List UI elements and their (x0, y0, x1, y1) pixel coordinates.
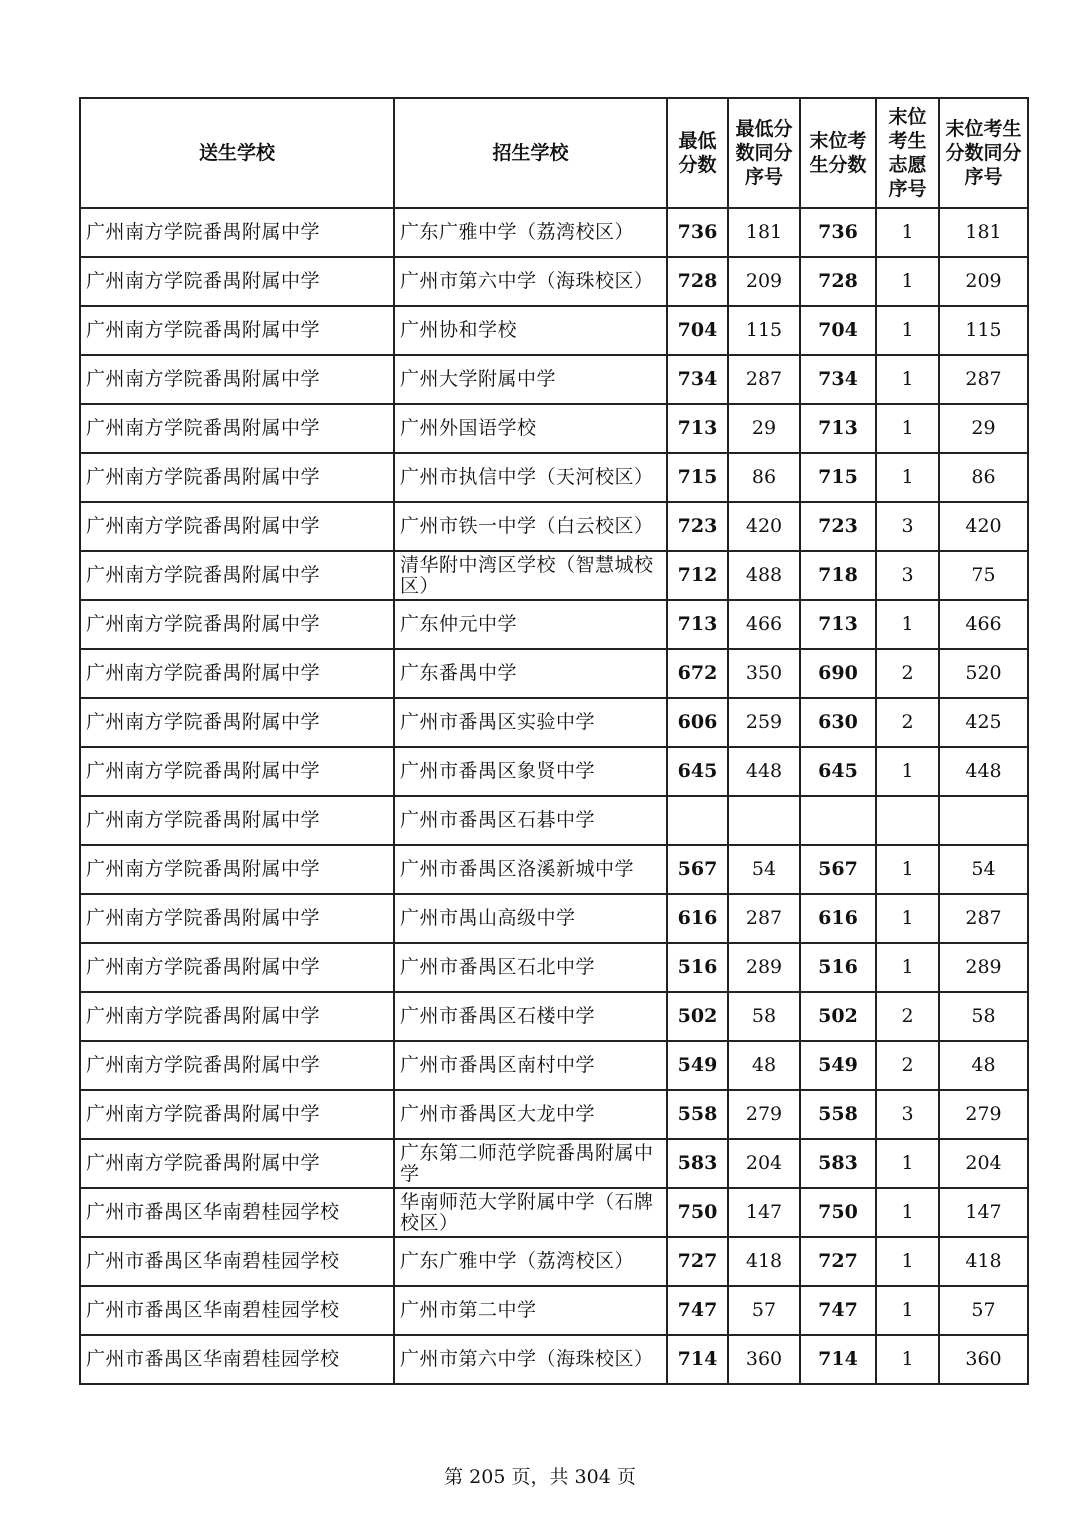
cell-admitting-school: 广州市番禺区南村中学 (394, 1041, 667, 1090)
table-row (80, 894, 1028, 943)
cell-last-score: 713 (800, 404, 876, 453)
cell-min-score-tie-no: 48 (728, 1041, 800, 1090)
page-footer: 第 205 页，共 304 页 (444, 1466, 636, 1488)
cell-admitting-school: 广州市第六中学（海珠校区） (394, 1335, 667, 1384)
cell-last-score: 718 (800, 551, 876, 600)
cell-min-score: 736 (667, 208, 728, 257)
cell-last-tie-no: 181 (939, 208, 1028, 257)
cell-last-tie-no: 29 (939, 404, 1028, 453)
cell-min-score (667, 796, 728, 845)
cell-admitting-school: 广州市番禺区实验中学 (394, 698, 667, 747)
cell-last-choice-no: 1 (876, 600, 939, 649)
table-row (80, 453, 1028, 502)
cell-min-score-tie-no: 86 (728, 453, 800, 502)
cell-last-score: 736 (800, 208, 876, 257)
table-row (80, 257, 1028, 306)
cell-last-tie-no: 209 (939, 257, 1028, 306)
cell-last-score: 715 (800, 453, 876, 502)
header-last-choice-no: 末位考生志愿序号 (876, 98, 939, 208)
cell-last-choice-no: 1 (876, 208, 939, 257)
cell-sending-school: 广州市番禺区华南碧桂园学校 (80, 1335, 394, 1384)
cell-admitting-school: 广东仲元中学 (394, 600, 667, 649)
cell-last-tie-no: 279 (939, 1090, 1028, 1139)
cell-min-score-tie-no: 350 (728, 649, 800, 698)
cell-admitting-school: 广东广雅中学（荔湾校区） (394, 208, 667, 257)
cell-last-score: 583 (800, 1139, 876, 1188)
table-row (80, 1090, 1028, 1139)
cell-last-tie-no: 57 (939, 1286, 1028, 1335)
cell-min-score: 715 (667, 453, 728, 502)
cell-last-score: 502 (800, 992, 876, 1041)
cell-last-score: 630 (800, 698, 876, 747)
cell-last-tie-no: 420 (939, 502, 1028, 551)
cell-admitting-school: 广州市番禺区石楼中学 (394, 992, 667, 1041)
admission-table (79, 97, 1029, 1385)
cell-last-score: 549 (800, 1041, 876, 1090)
cell-min-score: 728 (667, 257, 728, 306)
cell-last-choice-no (876, 796, 939, 845)
cell-sending-school: 广州南方学院番禺附属中学 (80, 649, 394, 698)
cell-min-score: 502 (667, 992, 728, 1041)
cell-last-tie-no: 425 (939, 698, 1028, 747)
cell-admitting-school: 广东番禺中学 (394, 649, 667, 698)
cell-min-score: 727 (667, 1237, 728, 1286)
cell-min-score-tie-no: 420 (728, 502, 800, 551)
header-last-tie-no: 末位考生分数同分序号 (939, 98, 1028, 208)
cell-min-score-tie-no: 147 (728, 1188, 800, 1237)
cell-admitting-school: 广州市第二中学 (394, 1286, 667, 1335)
cell-admitting-school: 华南师范大学附属中学（石牌校区） (394, 1188, 667, 1237)
cell-sending-school: 广州南方学院番禺附属中学 (80, 1139, 394, 1188)
cell-last-score: 747 (800, 1286, 876, 1335)
cell-last-score: 713 (800, 600, 876, 649)
cell-admitting-school: 清华附中湾区学校（智慧城校区） (394, 551, 667, 600)
table-row (80, 404, 1028, 453)
cell-min-score-tie-no: 418 (728, 1237, 800, 1286)
cell-last-tie-no: 58 (939, 992, 1028, 1041)
cell-sending-school: 广州南方学院番禺附属中学 (80, 600, 394, 649)
header-min-score-tie-no: 最低分数同分序号 (728, 98, 800, 208)
cell-last-tie-no: 204 (939, 1139, 1028, 1188)
table-row (80, 355, 1028, 404)
table-row (80, 306, 1028, 355)
cell-min-score-tie-no: 287 (728, 355, 800, 404)
cell-last-choice-no: 1 (876, 404, 939, 453)
cell-min-score-tie-no: 466 (728, 600, 800, 649)
cell-last-tie-no: 287 (939, 355, 1028, 404)
cell-min-score: 750 (667, 1188, 728, 1237)
table-row (80, 845, 1028, 894)
table-row (80, 600, 1028, 649)
cell-sending-school: 广州市番禺区华南碧桂园学校 (80, 1188, 394, 1237)
cell-min-score-tie-no: 488 (728, 551, 800, 600)
cell-last-score: 567 (800, 845, 876, 894)
cell-min-score-tie-no: 287 (728, 894, 800, 943)
cell-min-score: 616 (667, 894, 728, 943)
cell-admitting-school: 广州市番禺区洛溪新城中学 (394, 845, 667, 894)
cell-last-choice-no: 1 (876, 1188, 939, 1237)
table-row (80, 992, 1028, 1041)
table-row (80, 1139, 1028, 1188)
cell-last-tie-no: 75 (939, 551, 1028, 600)
cell-min-score-tie-no: 204 (728, 1139, 800, 1188)
cell-sending-school: 广州南方学院番禺附属中学 (80, 992, 394, 1041)
cell-sending-school: 广州市番禺区华南碧桂园学校 (80, 1237, 394, 1286)
cell-sending-school: 广州南方学院番禺附属中学 (80, 943, 394, 992)
cell-last-choice-no: 1 (876, 1237, 939, 1286)
cell-last-choice-no: 1 (876, 845, 939, 894)
cell-last-score: 727 (800, 1237, 876, 1286)
cell-sending-school: 广州南方学院番禺附属中学 (80, 404, 394, 453)
cell-last-tie-no: 520 (939, 649, 1028, 698)
cell-last-score: 690 (800, 649, 876, 698)
cell-admitting-school: 广州市执信中学（天河校区） (394, 453, 667, 502)
cell-last-tie-no: 289 (939, 943, 1028, 992)
cell-min-score: 723 (667, 502, 728, 551)
table-row (80, 551, 1028, 600)
cell-last-choice-no: 1 (876, 355, 939, 404)
cell-last-score: 704 (800, 306, 876, 355)
header-sending-school: 送生学校 (80, 98, 394, 208)
cell-admitting-school: 广州大学附属中学 (394, 355, 667, 404)
table-row (80, 208, 1028, 257)
cell-sending-school: 广州南方学院番禺附属中学 (80, 257, 394, 306)
cell-last-choice-no: 1 (876, 1286, 939, 1335)
table-row (80, 502, 1028, 551)
cell-last-score: 616 (800, 894, 876, 943)
cell-min-score-tie-no: 181 (728, 208, 800, 257)
cell-last-score: 558 (800, 1090, 876, 1139)
cell-last-choice-no: 1 (876, 453, 939, 502)
cell-min-score: 714 (667, 1335, 728, 1384)
cell-admitting-school: 广州市番禺区石碁中学 (394, 796, 667, 845)
cell-last-tie-no: 115 (939, 306, 1028, 355)
cell-min-score-tie-no: 54 (728, 845, 800, 894)
cell-min-score: 583 (667, 1139, 728, 1188)
cell-min-score: 549 (667, 1041, 728, 1090)
cell-min-score-tie-no: 57 (728, 1286, 800, 1335)
cell-last-choice-no: 1 (876, 1139, 939, 1188)
cell-min-score-tie-no: 360 (728, 1335, 800, 1384)
cell-sending-school: 广州南方学院番禺附属中学 (80, 208, 394, 257)
cell-admitting-school: 广州市第六中学（海珠校区） (394, 257, 667, 306)
cell-last-choice-no: 2 (876, 649, 939, 698)
cell-sending-school: 广州南方学院番禺附属中学 (80, 1041, 394, 1090)
cell-min-score-tie-no: 289 (728, 943, 800, 992)
cell-last-choice-no: 1 (876, 257, 939, 306)
cell-last-choice-no: 3 (876, 502, 939, 551)
cell-admitting-school: 广东第二师范学院番禺附属中学 (394, 1139, 667, 1188)
cell-sending-school: 广州南方学院番禺附属中学 (80, 796, 394, 845)
table-row (80, 649, 1028, 698)
cell-last-tie-no: 448 (939, 747, 1028, 796)
cell-last-choice-no: 1 (876, 747, 939, 796)
cell-last-score (800, 796, 876, 845)
table-row (80, 1041, 1028, 1090)
cell-admitting-school: 广州市铁一中学（白云校区） (394, 502, 667, 551)
cell-last-score: 728 (800, 257, 876, 306)
cell-admitting-school: 广州市禺山高级中学 (394, 894, 667, 943)
cell-min-score: 606 (667, 698, 728, 747)
table-row (80, 1237, 1028, 1286)
table-row (80, 943, 1028, 992)
cell-min-score: 712 (667, 551, 728, 600)
cell-sending-school: 广州南方学院番禺附属中学 (80, 453, 394, 502)
cell-min-score-tie-no: 448 (728, 747, 800, 796)
cell-admitting-school: 广州市番禺区大龙中学 (394, 1090, 667, 1139)
cell-sending-school: 广州南方学院番禺附属中学 (80, 551, 394, 600)
cell-min-score: 734 (667, 355, 728, 404)
cell-last-tie-no: 418 (939, 1237, 1028, 1286)
table-row (80, 796, 1028, 845)
cell-last-choice-no: 1 (876, 943, 939, 992)
header-min-score: 最低分数 (667, 98, 728, 208)
cell-min-score-tie-no: 29 (728, 404, 800, 453)
cell-min-score-tie-no: 209 (728, 257, 800, 306)
header-row (80, 98, 1028, 208)
cell-min-score-tie-no: 279 (728, 1090, 800, 1139)
cell-last-tie-no: 360 (939, 1335, 1028, 1384)
cell-last-score: 645 (800, 747, 876, 796)
cell-min-score: 713 (667, 404, 728, 453)
cell-sending-school: 广州南方学院番禺附属中学 (80, 502, 394, 551)
cell-min-score: 747 (667, 1286, 728, 1335)
cell-min-score-tie-no: 259 (728, 698, 800, 747)
cell-admitting-school: 广州市番禺区石北中学 (394, 943, 667, 992)
cell-last-score: 750 (800, 1188, 876, 1237)
table-row (80, 1335, 1028, 1384)
cell-last-choice-no: 1 (876, 894, 939, 943)
cell-sending-school: 广州南方学院番禺附属中学 (80, 306, 394, 355)
cell-last-choice-no: 2 (876, 1041, 939, 1090)
cell-min-score: 516 (667, 943, 728, 992)
table-row (80, 747, 1028, 796)
cell-min-score: 713 (667, 600, 728, 649)
cell-last-tie-no: 48 (939, 1041, 1028, 1090)
cell-last-score: 714 (800, 1335, 876, 1384)
cell-min-score: 704 (667, 306, 728, 355)
cell-last-choice-no: 3 (876, 1090, 939, 1139)
cell-sending-school: 广州南方学院番禺附属中学 (80, 747, 394, 796)
table-row (80, 698, 1028, 747)
cell-sending-school: 广州南方学院番禺附属中学 (80, 698, 394, 747)
cell-last-choice-no: 2 (876, 992, 939, 1041)
cell-last-choice-no: 3 (876, 551, 939, 600)
cell-min-score: 567 (667, 845, 728, 894)
cell-min-score: 645 (667, 747, 728, 796)
table-row (80, 1188, 1028, 1237)
cell-last-score: 516 (800, 943, 876, 992)
cell-sending-school: 广州南方学院番禺附属中学 (80, 845, 394, 894)
cell-admitting-school: 广东广雅中学（荔湾校区） (394, 1237, 667, 1286)
cell-last-tie-no: 54 (939, 845, 1028, 894)
cell-min-score-tie-no (728, 796, 800, 845)
cell-sending-school: 广州南方学院番禺附属中学 (80, 355, 394, 404)
header-admitting-school: 招生学校 (394, 98, 667, 208)
cell-last-tie-no: 86 (939, 453, 1028, 502)
cell-last-score: 723 (800, 502, 876, 551)
cell-min-score-tie-no: 115 (728, 306, 800, 355)
table-row (80, 1286, 1028, 1335)
cell-sending-school: 广州市番禺区华南碧桂园学校 (80, 1286, 394, 1335)
cell-last-choice-no: 1 (876, 306, 939, 355)
cell-last-score: 734 (800, 355, 876, 404)
cell-min-score-tie-no: 58 (728, 992, 800, 1041)
cell-last-choice-no: 1 (876, 1335, 939, 1384)
cell-min-score: 558 (667, 1090, 728, 1139)
cell-sending-school: 广州南方学院番禺附属中学 (80, 894, 394, 943)
cell-admitting-school: 广州协和学校 (394, 306, 667, 355)
cell-admitting-school: 广州市番禺区象贤中学 (394, 747, 667, 796)
cell-last-tie-no: 287 (939, 894, 1028, 943)
cell-admitting-school: 广州外国语学校 (394, 404, 667, 453)
cell-last-choice-no: 2 (876, 698, 939, 747)
cell-last-tie-no (939, 796, 1028, 845)
cell-sending-school: 广州南方学院番禺附属中学 (80, 1090, 394, 1139)
cell-min-score: 672 (667, 649, 728, 698)
header-last-score: 末位考生分数 (800, 98, 876, 208)
cell-last-tie-no: 147 (939, 1188, 1028, 1237)
cell-last-tie-no: 466 (939, 600, 1028, 649)
